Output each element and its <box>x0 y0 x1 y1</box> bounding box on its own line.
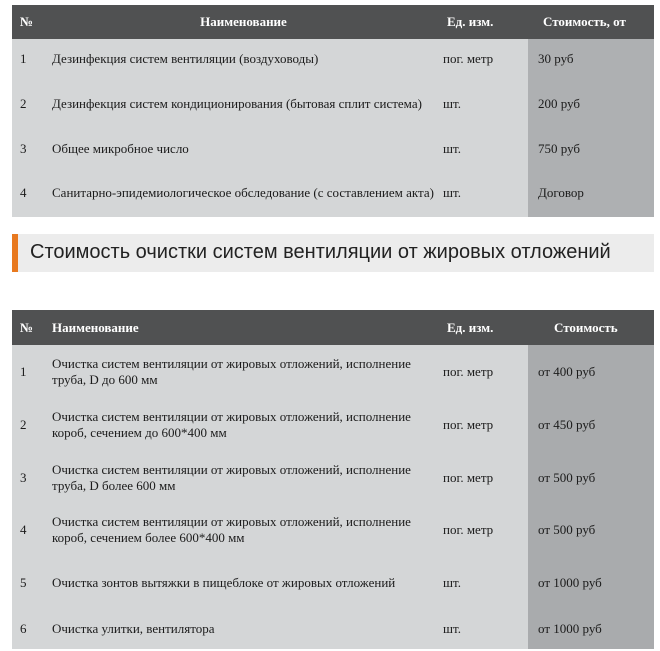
header-unit: Ед. изм. <box>447 319 494 335</box>
row-cost: 200 руб <box>528 79 654 129</box>
row-num: 3 <box>20 469 27 485</box>
row-unit: пог. метр <box>443 417 494 432</box>
header-cost: Стоимость <box>554 319 618 335</box>
row-num: 1 <box>20 51 27 66</box>
row-name: Санитарно-эпидемиологическое обследование (с составлением акта) <box>52 185 434 200</box>
row-cost: 30 руб <box>528 39 654 79</box>
heading-accent-bar <box>12 234 18 272</box>
row-name: Очистка улитки, вентилятора <box>52 621 215 636</box>
header-cost: Стоимость, от <box>543 14 626 29</box>
table-row <box>12 169 654 217</box>
row-cost: Договор <box>528 169 654 217</box>
table-header <box>12 310 654 345</box>
table-header <box>12 5 654 39</box>
row-unit: пог. метр <box>443 364 494 379</box>
row-unit: шт. <box>443 574 461 590</box>
header-num: № <box>20 319 34 335</box>
row-name: Очистка систем вентиляции от жировых отложений, исполнение труба, D до 600 мм <box>52 356 411 387</box>
row-unit: пог. метр <box>443 469 494 485</box>
row-num: 2 <box>20 96 27 111</box>
header-name: Наименование <box>200 14 287 29</box>
row-name: Очистка систем вентиляции от жировых отложений, исполнение труба, D более 600 мм <box>52 461 411 493</box>
row-unit: пог. метр <box>443 522 494 537</box>
section-heading <box>12 234 654 272</box>
row-unit: шт. <box>443 185 461 200</box>
row-name: Очистка систем вентиляции от жировых отложений, исполнение короб, сечением до 600*400 мм <box>52 409 411 440</box>
row-num: 3 <box>20 141 27 156</box>
row-name: Дезинфекция систем кондиционирования (бытовая сплит система) <box>52 96 422 111</box>
row-name: Дезинфекция систем вентиляции (воздуховоды) <box>52 51 319 66</box>
table-row <box>12 345 654 399</box>
row-cost: от 500 руб <box>528 504 654 556</box>
section-heading-text: Стоимость очистки систем вентиляции от жировых отложений <box>30 241 611 263</box>
table-row <box>12 39 654 79</box>
row-num: 6 <box>20 621 27 636</box>
row-name: Очистка зонтов вытяжки в пищеблоке от жировых отложений <box>52 574 396 590</box>
row-num: 2 <box>20 417 27 432</box>
table-row <box>12 504 654 556</box>
row-unit: шт. <box>443 96 461 111</box>
row-unit: шт. <box>443 141 461 156</box>
table-row <box>12 399 654 451</box>
row-cost: от 1000 руб <box>528 609 654 649</box>
row-num: 4 <box>20 185 27 200</box>
table-row <box>12 79 654 129</box>
header-name: Наименование <box>52 319 139 335</box>
row-name: Очистка систем вентиляции от жировых отложений, исполнение короб, сечением более 600*400 мм <box>52 514 411 545</box>
row-cost: от 500 руб <box>528 451 654 504</box>
header-num: № <box>20 14 34 29</box>
row-unit: пог. метр <box>443 51 494 66</box>
row-cost: от 400 руб <box>528 345 654 399</box>
table-row <box>12 451 654 504</box>
disinfection-price-table <box>12 5 654 217</box>
row-num: 5 <box>20 574 27 590</box>
header-unit: Ед. изм. <box>447 14 494 29</box>
row-num: 4 <box>20 522 27 537</box>
row-unit: шт. <box>443 621 461 636</box>
row-num: 1 <box>20 364 27 379</box>
row-name: Общее микробное число <box>52 141 189 156</box>
table-row <box>12 556 654 609</box>
row-cost: 750 руб <box>528 129 654 169</box>
table-row <box>12 129 654 169</box>
table-row <box>12 609 654 649</box>
row-cost: от 450 руб <box>528 399 654 451</box>
row-cost: от 1000 руб <box>528 556 654 609</box>
grease-cleaning-price-table <box>12 310 654 649</box>
